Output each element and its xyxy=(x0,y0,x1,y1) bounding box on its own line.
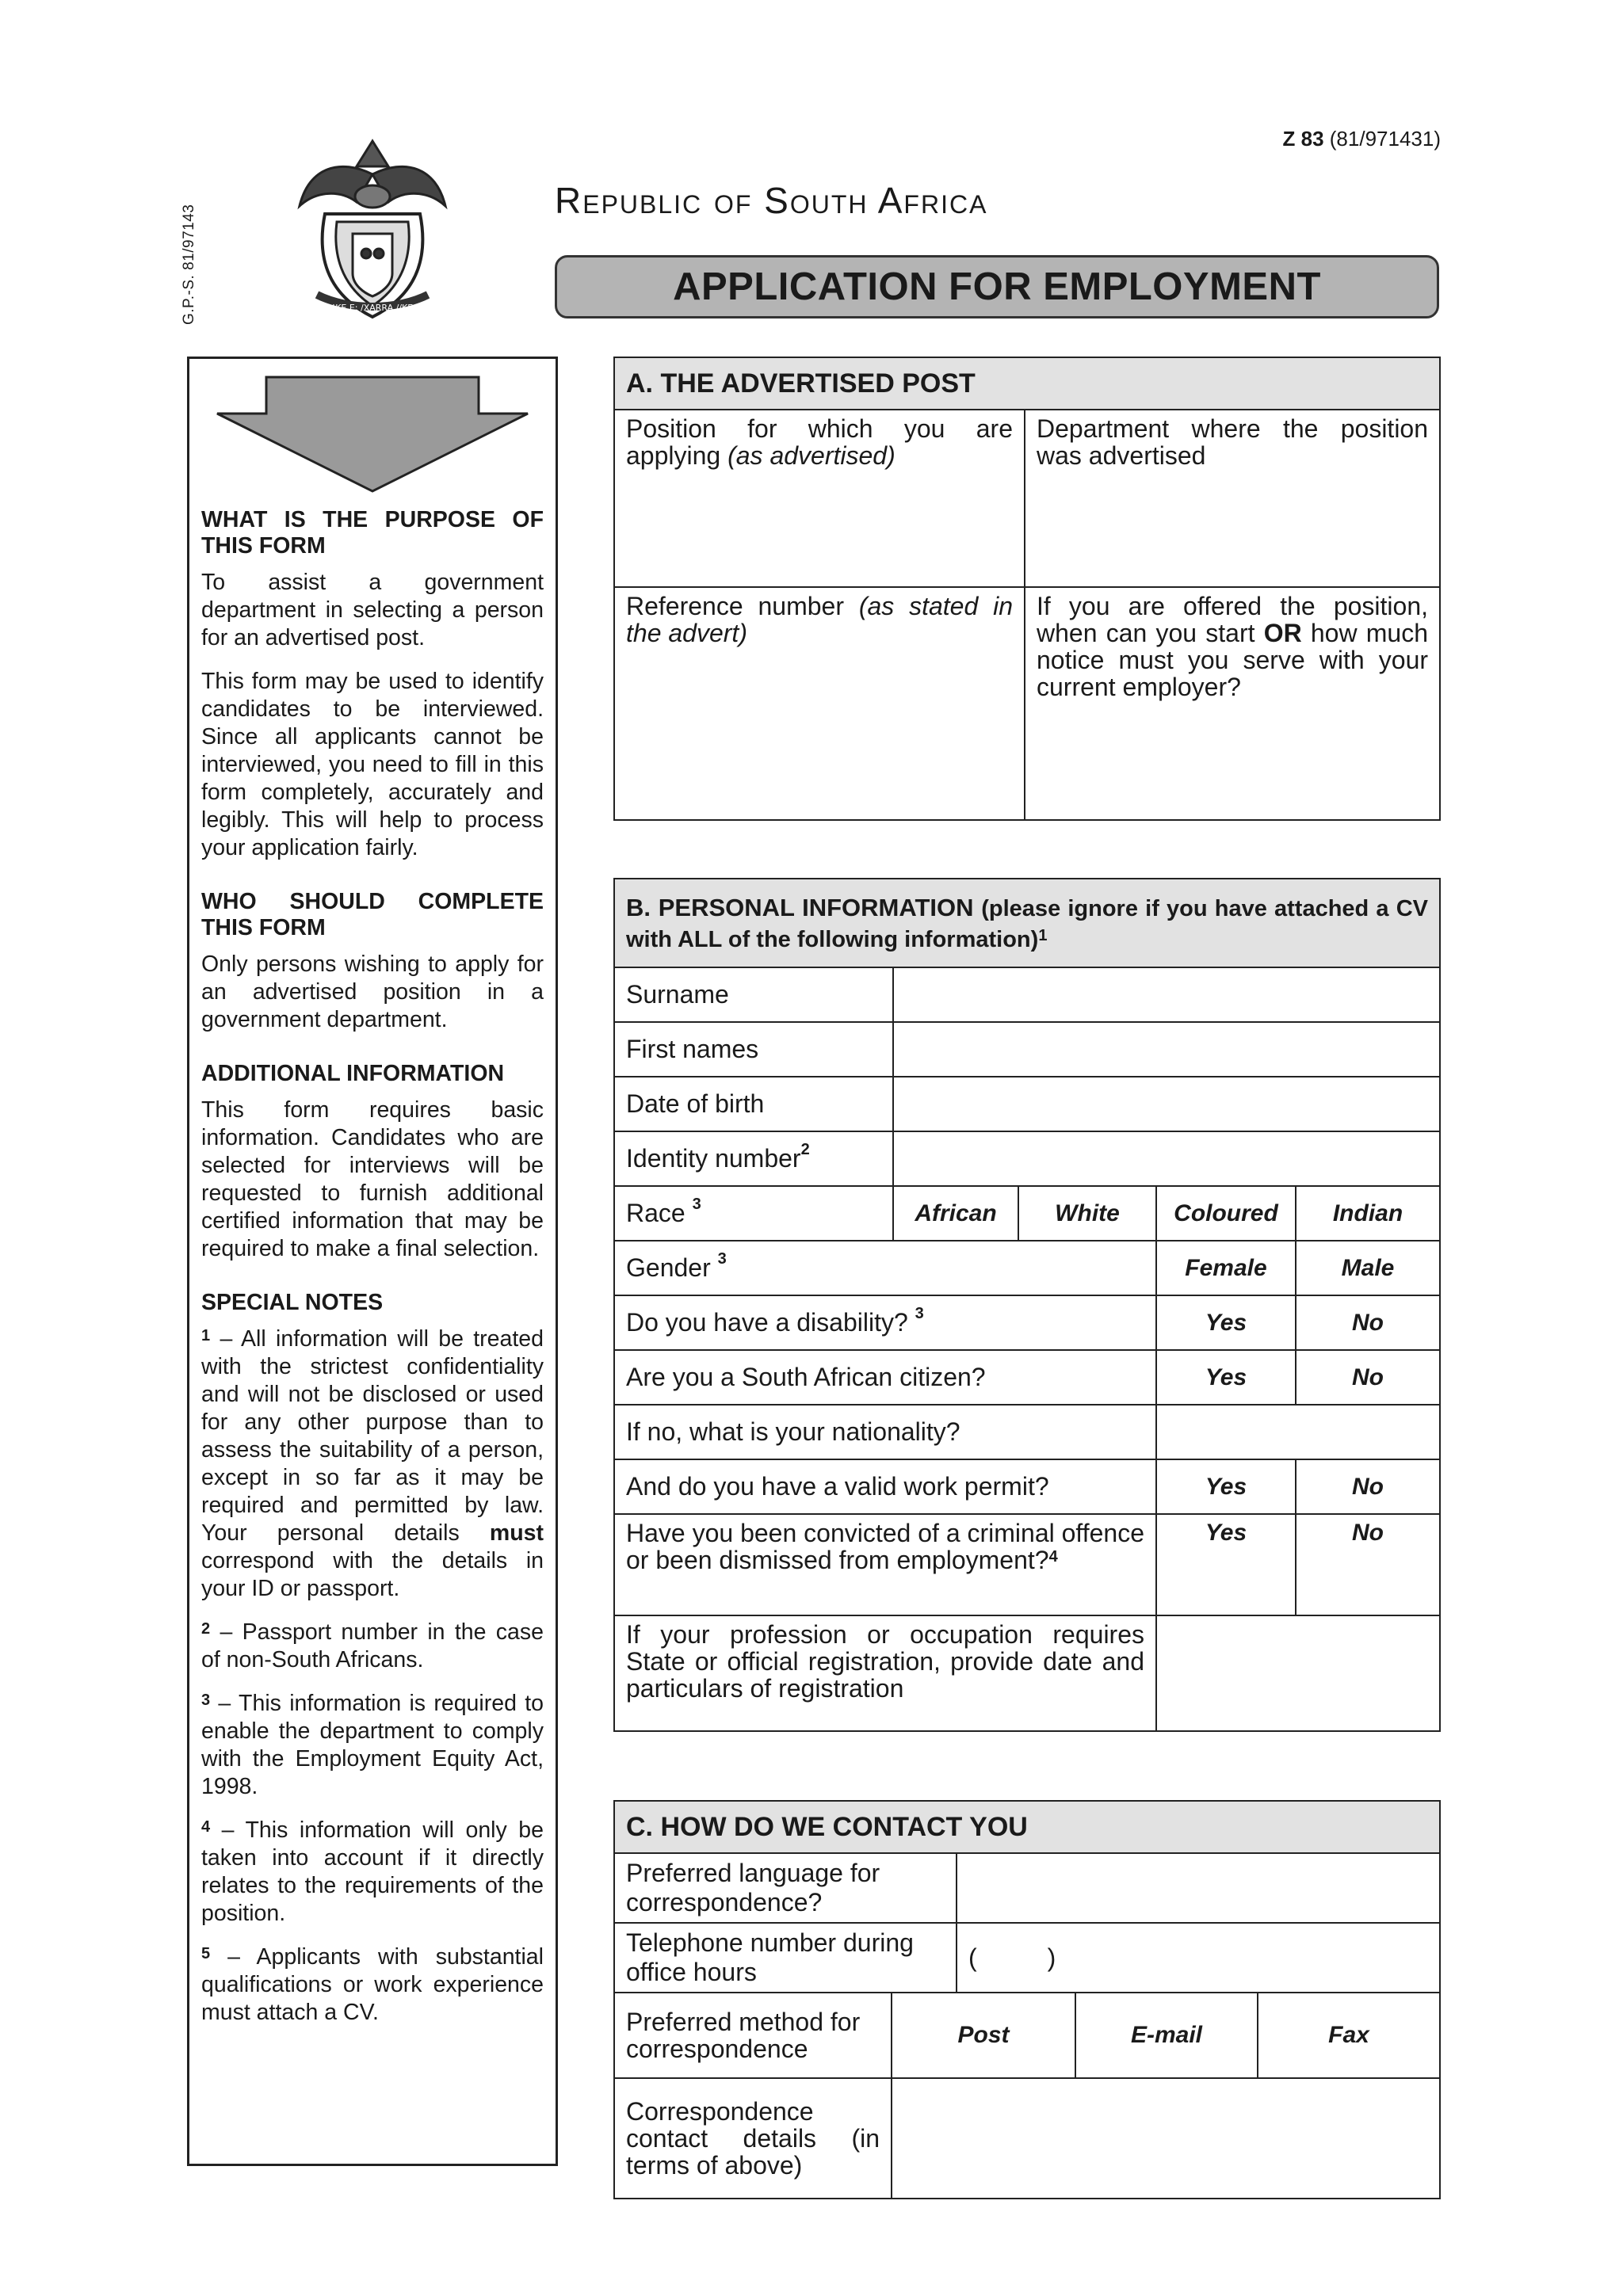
purpose-heading: WHAT IS THE PURPOSE OF THIS FORM xyxy=(201,507,544,559)
purpose-text-2: This form may be used to identify candidates to be interviewed. Since all applicants cannot be interviewed, you need to fill in this form completely, accurately and legibly. This will help to process your application fairly. xyxy=(201,669,544,860)
method-email[interactable]: E-mail xyxy=(1075,1993,1258,2078)
who-text: Only persons wishing to apply for an advertised position in a government department. xyxy=(201,952,544,1032)
coat-of-arms-logo xyxy=(293,127,452,325)
form-title: APPLICATION FOR EMPLOYMENT xyxy=(555,255,1439,318)
start-date-field[interactable]: If you are offered the position, when can you start OR how much notice must you serve with your current employer? xyxy=(1025,587,1440,820)
language-field[interactable] xyxy=(957,1853,1440,1923)
gender-option-male[interactable]: Male xyxy=(1296,1241,1440,1295)
id-number-field[interactable] xyxy=(893,1131,1440,1186)
note-3: $^3$ – This information is required to enable the department to comply with the Employment Equity Act, 1998. xyxy=(201,1691,544,1799)
contact-details-field[interactable] xyxy=(892,2078,1440,2199)
dob-field[interactable] xyxy=(893,1077,1440,1131)
department-field[interactable]: Department where the position was advertised xyxy=(1025,410,1440,587)
race-option-white[interactable]: White xyxy=(1018,1186,1156,1241)
nationality-field[interactable] xyxy=(1156,1405,1440,1459)
section-b-table xyxy=(613,878,1441,1732)
section-c-table xyxy=(613,1800,1441,2199)
language-label: Preferred language for correspondence? xyxy=(614,1853,957,1923)
method-post[interactable]: Post xyxy=(892,1993,1075,2078)
citizen-label: Are you a South African citizen? xyxy=(614,1350,1156,1405)
info-text xyxy=(201,507,544,2042)
registration-label: If your profession or occupation requires State or official registration, provide date and particulars of registration xyxy=(614,1615,1156,1731)
race-label: Race $^3$ xyxy=(614,1186,893,1241)
note-1: $^1$ – All information will be treated with the strictest confidentiality and will not be disclosed or used for any other purpose than to assess the suitability of a person, except in so far as it may be required and permitted by law. Your personal details must correspond with the details in your ID or passport. xyxy=(201,1326,544,1601)
race-option-african[interactable]: African xyxy=(893,1186,1018,1241)
surname-field[interactable] xyxy=(893,967,1440,1022)
method-label: Preferred method for correspondence xyxy=(614,1993,892,2078)
disability-no[interactable]: No xyxy=(1296,1295,1440,1350)
gender-option-female[interactable]: Female xyxy=(1156,1241,1296,1295)
convicted-label: Have you been convicted of a criminal offence or been dismissed from employment?$^4$ xyxy=(614,1514,1156,1615)
svg-text:!KE E: /XARRA //KE: !KE E: /XARRA //KE xyxy=(331,303,414,313)
note-2: $^2$ – Passport number in the case of non-South Africans. xyxy=(201,1619,544,1672)
method-fax[interactable]: Fax xyxy=(1258,1993,1440,2078)
first-names-label: First names xyxy=(614,1022,893,1077)
section-a-header: A. THE ADVERTISED POST xyxy=(614,357,1440,410)
citizen-yes[interactable]: Yes xyxy=(1156,1350,1296,1405)
form-code: Z 83 (81/971431) xyxy=(1282,127,1441,151)
race-option-indian[interactable]: Indian xyxy=(1296,1186,1440,1241)
gender-label: Gender $^3$ xyxy=(614,1241,1156,1295)
race-option-coloured[interactable]: Coloured xyxy=(1156,1186,1296,1241)
id-number-label: Identity number$^2$ xyxy=(614,1131,893,1186)
section-b-header: B. PERSONAL INFORMATION (please ignore if you have attached a CV with ALL of the following information)$^1$ xyxy=(614,879,1440,967)
position-field[interactable]: Position for which you are applying (as advertised) xyxy=(614,410,1025,587)
contact-details-label: Correspondence contact details (in terms of above) xyxy=(614,2078,892,2199)
who-heading: WHO SHOULD COMPLETE THIS FORM xyxy=(201,889,544,940)
down-arrow-icon xyxy=(214,376,531,493)
republic-heading: Republic of South Africa xyxy=(555,180,988,221)
section-c-header: C. HOW DO WE CONTACT YOU xyxy=(614,1801,1440,1853)
notes-heading: SPECIAL NOTES xyxy=(201,1290,384,1315)
dob-label: Date of birth xyxy=(614,1077,893,1131)
additional-text: This form requires basic information. Candidates who are selected for interviews will be requested to furnish additional certified information that may be required to make a final selection. xyxy=(201,1097,544,1261)
work-permit-yes[interactable]: Yes xyxy=(1156,1459,1296,1514)
work-permit-no[interactable]: No xyxy=(1296,1459,1440,1514)
telephone-field[interactable]: ( ) xyxy=(957,1923,1440,1993)
note-4: $^4$ – This information will only be taken into account if it directly relates to the requirements of the position. xyxy=(201,1817,544,1926)
disability-label: Do you have a disability? $^3$ xyxy=(614,1295,1156,1350)
note-5: $^5$ – Applicants with substantial qualifications or work experience must attach a CV. xyxy=(201,1944,544,2025)
purpose-text-1: To assist a government department in selecting a person for an advertised post. xyxy=(201,570,544,650)
first-names-field[interactable] xyxy=(893,1022,1440,1077)
work-permit-label: And do you have a valid work permit? xyxy=(614,1459,1156,1514)
section-a-table xyxy=(613,357,1441,821)
convicted-yes[interactable]: Yes xyxy=(1156,1514,1296,1615)
citizen-no[interactable]: No xyxy=(1296,1350,1440,1405)
surname-label: Surname xyxy=(614,967,893,1022)
additional-heading: ADDITIONAL INFORMATION xyxy=(201,1061,505,1086)
registration-field[interactable] xyxy=(1156,1615,1440,1731)
reference-field[interactable]: Reference number (as stated in the advert) xyxy=(614,587,1025,820)
disability-yes[interactable]: Yes xyxy=(1156,1295,1296,1350)
convicted-no[interactable]: No xyxy=(1296,1514,1440,1615)
gps-code: G.P.-S. 81/97143 xyxy=(181,204,197,325)
telephone-label: Telephone number during office hours xyxy=(614,1923,957,1993)
nationality-label: If no, what is your nationality? xyxy=(614,1405,1156,1459)
